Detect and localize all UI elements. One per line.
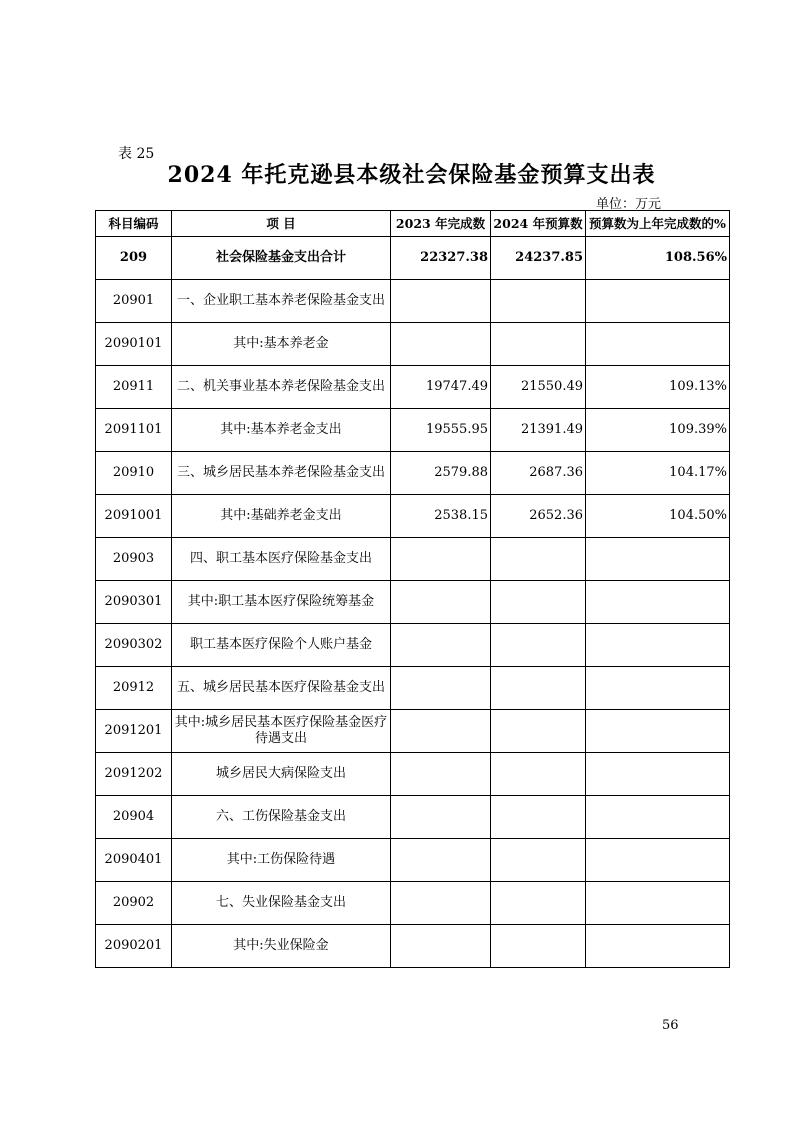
cell-budget-2024: [491, 753, 586, 796]
table-row: [96, 280, 730, 323]
page-number: 56: [662, 1018, 679, 1033]
cell-code: 2090302: [96, 624, 172, 667]
cell-budget-2024: [491, 796, 586, 839]
cell-item: 其中:职工基本医疗保险统筹基金: [172, 581, 391, 624]
cell-ratio: 108.56%: [586, 237, 730, 280]
cell-ratio: [586, 581, 730, 624]
cell-budget-2024: [491, 882, 586, 925]
table-row: [96, 409, 730, 452]
cell-ratio: [586, 753, 730, 796]
cell-completed-2023: 19747.49: [391, 366, 491, 409]
cell-ratio: [586, 796, 730, 839]
cell-item: 其中:基本养老金支出: [172, 409, 391, 452]
table-row: [96, 538, 730, 581]
cell-item: 其中:基础养老金支出: [172, 495, 391, 538]
cell-completed-2023: [391, 624, 491, 667]
cell-code: 2090401: [96, 839, 172, 882]
cell-code: 20901: [96, 280, 172, 323]
cell-budget-2024: [491, 581, 586, 624]
cell-code: 20903: [96, 538, 172, 581]
table-row: [96, 796, 730, 839]
cell-ratio: 104.17%: [586, 452, 730, 495]
cell-code: 2091001: [96, 495, 172, 538]
cell-code: 2091201: [96, 710, 172, 753]
table-row: [96, 839, 730, 882]
cell-budget-2024: 2652.36: [491, 495, 586, 538]
unit-label: 单位：万元: [596, 197, 662, 212]
cell-item: 五、城乡居民基本医疗保险基金支出: [172, 667, 391, 710]
cell-code: 209: [96, 237, 172, 280]
cell-item: 社会保险基金支出合计: [172, 237, 391, 280]
table-row: [96, 237, 730, 280]
table-row: [96, 624, 730, 667]
cell-completed-2023: [391, 667, 491, 710]
cell-code: 2090301: [96, 581, 172, 624]
cell-completed-2023: [391, 839, 491, 882]
cell-completed-2023: [391, 925, 491, 968]
table-row: [96, 753, 730, 796]
table-row: [96, 882, 730, 925]
cell-code: 20912: [96, 667, 172, 710]
table-row: [96, 452, 730, 495]
cell-ratio: 109.13%: [586, 366, 730, 409]
cell-ratio: [586, 925, 730, 968]
cell-ratio: [586, 624, 730, 667]
cell-budget-2024: [491, 710, 586, 753]
header-ratio: 预算数为上年完成数的%: [586, 211, 730, 237]
cell-ratio: 109.39%: [586, 409, 730, 452]
cell-item: 七、失业保险基金支出: [172, 882, 391, 925]
cell-completed-2023: [391, 882, 491, 925]
cell-code: 20910: [96, 452, 172, 495]
table-row: [96, 925, 730, 968]
cell-budget-2024: [491, 667, 586, 710]
table-row: [96, 366, 730, 409]
cell-completed-2023: 19555.95: [391, 409, 491, 452]
cell-ratio: [586, 667, 730, 710]
cell-code: 2091202: [96, 753, 172, 796]
table-body: [96, 237, 730, 968]
table-row: [96, 710, 730, 753]
cell-budget-2024: [491, 839, 586, 882]
cell-ratio: [586, 280, 730, 323]
cell-completed-2023: [391, 581, 491, 624]
header-completed-2023: 2023 年完成数: [391, 211, 491, 237]
cell-completed-2023: [391, 538, 491, 581]
cell-ratio: 104.50%: [586, 495, 730, 538]
cell-item: 其中:城乡居民基本医疗保险基金医疗待遇支出: [172, 710, 391, 753]
cell-budget-2024: 2687.36: [491, 452, 586, 495]
cell-completed-2023: [391, 796, 491, 839]
cell-budget-2024: 21550.49: [491, 366, 586, 409]
budget-table: [95, 210, 730, 968]
cell-budget-2024: [491, 538, 586, 581]
table-number: 表 25: [118, 146, 155, 162]
cell-item: 其中:失业保险金: [172, 925, 391, 968]
cell-ratio: [586, 710, 730, 753]
table-row: [96, 323, 730, 366]
cell-completed-2023: 2538.15: [391, 495, 491, 538]
cell-code: 20902: [96, 882, 172, 925]
cell-completed-2023: 2579.88: [391, 452, 491, 495]
cell-code: 2090101: [96, 323, 172, 366]
cell-item: 城乡居民大病保险支出: [172, 753, 391, 796]
cell-budget-2024: 21391.49: [491, 409, 586, 452]
header-budget-2024: 2024 年预算数: [491, 211, 586, 237]
cell-ratio: [586, 882, 730, 925]
cell-ratio: [586, 538, 730, 581]
cell-budget-2024: [491, 925, 586, 968]
header-item: 项 目: [172, 211, 391, 237]
cell-item: 四、职工基本医疗保险基金支出: [172, 538, 391, 581]
cell-budget-2024: [491, 624, 586, 667]
cell-ratio: [586, 323, 730, 366]
cell-code: 2091101: [96, 409, 172, 452]
page-title: 2024 年托克逊县本级社会保险基金预算支出表: [167, 162, 656, 188]
cell-item: 其中:基本养老金: [172, 323, 391, 366]
table-row: [96, 667, 730, 710]
table-row: [96, 495, 730, 538]
cell-completed-2023: [391, 710, 491, 753]
cell-completed-2023: [391, 280, 491, 323]
cell-budget-2024: [491, 323, 586, 366]
cell-item: 六、工伤保险基金支出: [172, 796, 391, 839]
cell-code: 20904: [96, 796, 172, 839]
cell-completed-2023: [391, 753, 491, 796]
cell-ratio: [586, 839, 730, 882]
table-header-row: [96, 211, 730, 237]
cell-completed-2023: [391, 323, 491, 366]
cell-item: 职工基本医疗保险个人账户基金: [172, 624, 391, 667]
cell-code: 20911: [96, 366, 172, 409]
table-row: [96, 581, 730, 624]
cell-item: 二、机关事业基本养老保险基金支出: [172, 366, 391, 409]
cell-completed-2023: 22327.38: [391, 237, 491, 280]
cell-item: 其中:工伤保险待遇: [172, 839, 391, 882]
cell-item: 一、企业职工基本养老保险基金支出: [172, 280, 391, 323]
header-code: 科目编码: [96, 211, 172, 237]
cell-item: 三、城乡居民基本养老保险基金支出: [172, 452, 391, 495]
cell-code: 2090201: [96, 925, 172, 968]
cell-budget-2024: [491, 280, 586, 323]
cell-budget-2024: 24237.85: [491, 237, 586, 280]
